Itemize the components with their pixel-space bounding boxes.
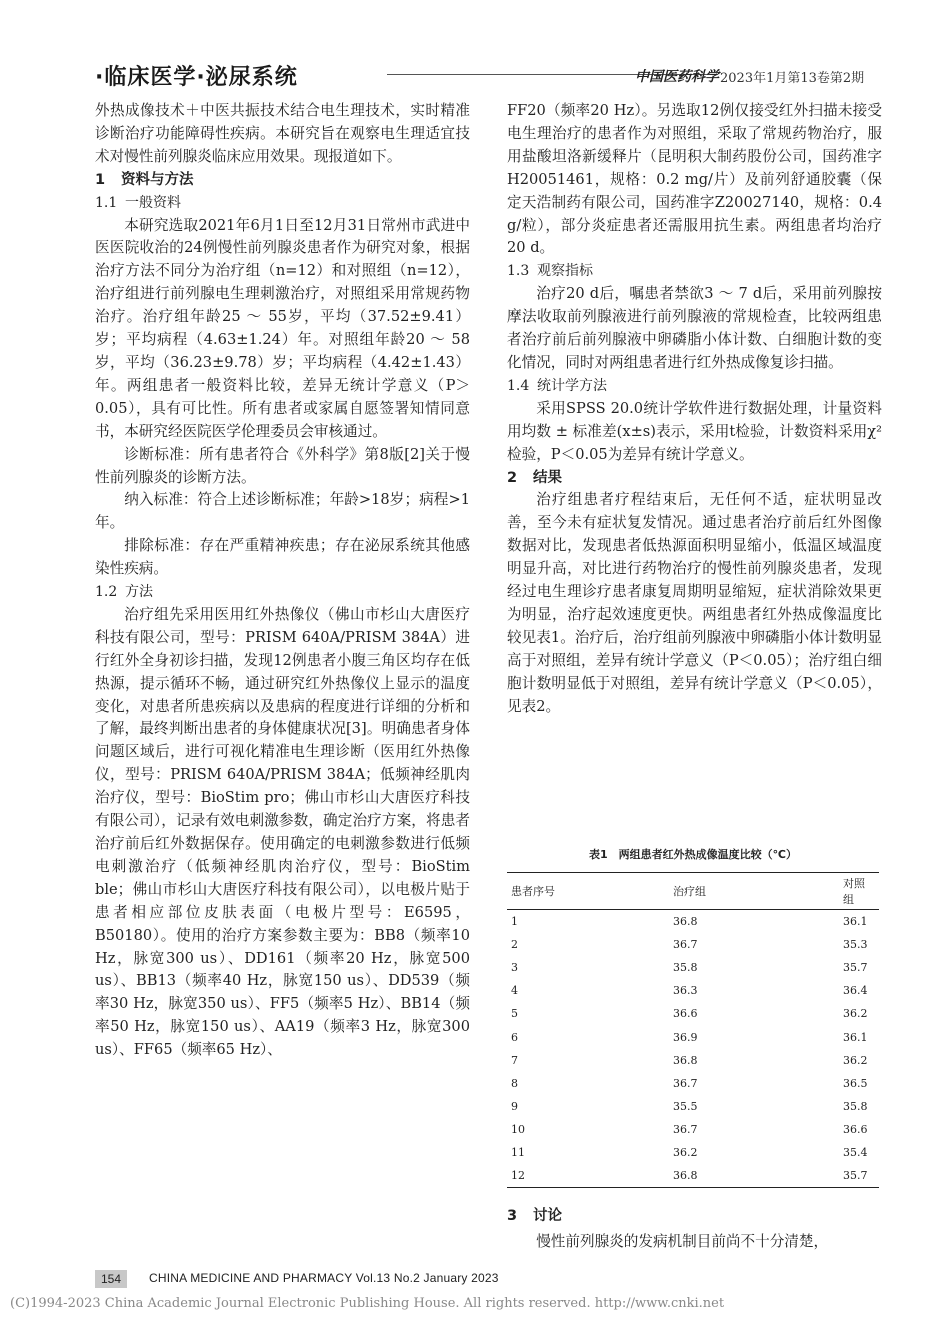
cell-patient: 5	[511, 1007, 518, 1021]
cell-control: 36.1	[843, 1030, 868, 1044]
temperature-table	[507, 872, 879, 1188]
heading-text: 观察指标	[537, 263, 593, 280]
table-row	[507, 933, 879, 956]
page-footer	[95, 1270, 885, 1290]
results-paragraph: 治疗组患者疗程结束后，无任何不适，症状明显改善，至今未有症状复发情况。通过患者治疗前后红外图像数据对比，发现患者低热源面积明显缩小，低温区域温度明显升高，对比进行药物治疗的慢性前列腺炎患者，发现经过电生理诊疗患者康复周期明显缩短，症状消除效果更为明显，治疗起效速度更快。两组患者红外热成像温度比较见表1。治疗后，治疗组前列腺液中卵磷脂小体计数明显高于对照组，差异有统计学意义（P＜0.05）；治疗组白细胞计数明显低于对照组，差异有统计学意义（P＜0.05），见表2。	[507, 491, 882, 715]
cell-treatment: 36.9	[673, 1030, 698, 1044]
cell-patient: 2	[511, 938, 518, 952]
table-1	[507, 846, 879, 1188]
table-row	[507, 1164, 879, 1188]
heading-number: 1	[95, 171, 106, 188]
cell-control: 36.2	[843, 1053, 868, 1067]
table-row	[507, 1025, 879, 1048]
cell-control: 36.1	[843, 915, 868, 929]
column-header-treatment: 治疗组	[645, 873, 807, 910]
method-paragraph: 治疗组先采用医用红外热像仪（佛山市杉山大唐医疗科技有限公司，型号：PRISM 640A/PRISM 384A）进行红外全身初诊扫描，发现12例患者小腹三角区均存在低热源，提示循环不畅，通过研究红外热像仪上显示的温度变化，对患者所患疾病以及患病的程度进行详细的分析和了解，最终判断出患者的身体健康状况[3]。明确患者身体问题区域后，进行可视化精准电生理诊断（医用红外热像仪，型号：PRISM 640A/PRISM 384A；低频神经肌肉治疗仪，型号：BioStim pro；佛山市杉山大唐医疗科技有限公司），记录有效电刺激参数，确定治疗方案，将患者治疗前后红外数据保存。使用确定的电刺激参数进行低频电刺激治疗（低频神经肌肉治疗仪，型号：BioStim ble；佛山市杉山大唐医疗科技有限公司），以电极片贴于患者相应部位皮肤表面（电极片型号：E6595，B50180）。使用的治疗方案参数主要为：BB8（频率10 Hz，脉宽300 us）、DD161（频率20 Hz，脉宽500 us）、BB13（频率40 Hz，脉宽150 us）、DD539（频率30 Hz，脉宽350 us）、FF5（频率5 Hz）、BB14（频率50 Hz，脉宽150 us）、AA19（频率3 Hz，脉宽300 us）、FF65（频率65 Hz）、	[95, 605, 470, 1059]
cell-patient: 6	[511, 1030, 518, 1044]
table-row	[507, 979, 879, 1002]
cell-treatment: 36.6	[673, 1007, 698, 1021]
table-row	[507, 1095, 879, 1118]
cell-control: 35.3	[843, 938, 868, 952]
table-row	[507, 1049, 879, 1072]
heading-text: 结果	[533, 469, 562, 486]
cell-control: 36.2	[843, 1007, 868, 1021]
column-header-patient: 患者序号	[507, 873, 645, 910]
copyright-watermark: (C)1994-2023 China Academic Journal Electronic Publishing House. All rights reserved. http://www.cnki.net	[10, 1296, 725, 1311]
observation-paragraph: 治疗20 d后，嘱患者禁欲3 ～ 7 d后，采用前列腺按摩法收取前列腺液进行前列腺液的常规检查，比较两组患者治疗前后前列腺液中卵磷脂小体计数、白细胞计数的变化情况，同时对两组患者进行红外热成像复诊扫描。	[507, 285, 882, 371]
right-column	[507, 100, 882, 718]
table-row	[507, 1002, 879, 1025]
heading-number: 1.3	[507, 263, 530, 280]
heading-number: 1.1	[95, 194, 118, 211]
table-row	[507, 1118, 879, 1141]
left-column	[95, 100, 470, 1062]
page-header	[95, 58, 885, 94]
heading-number: 2	[507, 469, 518, 486]
table-row	[507, 1072, 879, 1095]
heading-method	[95, 581, 470, 604]
footer-journal-info: CHINA MEDICINE AND PHARMACY Vol.13 No.2 January 2023	[149, 1271, 499, 1285]
heading-statistics	[507, 375, 882, 398]
heading-discussion	[507, 1203, 882, 1229]
page-number: 154	[95, 1270, 127, 1288]
cell-treatment: 36.8	[645, 1164, 807, 1188]
cell-patient: 4	[511, 984, 518, 998]
cell-treatment: 36.7	[673, 1076, 698, 1090]
inclusion-paragraph: 纳入标准：符合上述诊断标准；年龄>18岁；病程>1年。	[95, 491, 470, 532]
general-paragraph: 本研究选取2021年6月1日至12月31日常州市武进中医医院收治的24例慢性前列腺炎患者作为研究对象，根据治疗方法不同分为治疗组（n=12）和对照组（n=12），治疗组进行前列腺电生理刺激治疗，对照组采用常规药物治疗。治疗组年龄25 ～ 55岁，平均（37.52±9.41）岁；平均病程（4.63±1.24）年。对照组年龄20 ～ 58岁，平均（36.23±9.78）岁；平均病程（4.42±1.43）年。两组患者一般资料比较，差异无统计学意义（P＞0.05），具有可比性。所有患者或家属自愿签署知情同意书，本研究经医院医学伦理委员会审核通过。	[95, 216, 470, 440]
journal-logo: 中国医药科学	[635, 69, 719, 85]
heading-text: 统计学方法	[537, 377, 607, 394]
table-row	[507, 956, 879, 979]
statistics-paragraph: 采用SPSS 20.0统计学软件进行数据处理，计量资料用均数 ± 标准差(x±s)表示，采用t检验，计数资料采用χ²检验，P＜0.05为差异有统计学意义。	[507, 399, 882, 463]
cell-treatment: 36.7	[673, 1122, 698, 1136]
discussion-section	[507, 1203, 882, 1255]
cell-treatment: 36.8	[673, 915, 698, 929]
cell-control: 36.4	[843, 984, 868, 998]
discussion-paragraph: 慢性前列腺炎的发病机制目前尚不十分清楚，	[536, 1233, 829, 1250]
cell-treatment: 36.7	[673, 938, 698, 952]
cell-treatment: 36.2	[673, 1145, 698, 1159]
heading-text: 资料与方法	[121, 171, 194, 188]
cell-control: 35.7	[807, 1164, 879, 1188]
cell-control: 36.5	[843, 1076, 868, 1090]
cell-patient: 7	[511, 1053, 518, 1067]
cell-control: 36.6	[843, 1122, 868, 1136]
cell-treatment: 35.8	[673, 961, 698, 975]
cell-patient: 9	[511, 1099, 518, 1113]
cell-patient: 1	[511, 915, 518, 929]
cell-treatment: 36.8	[673, 1053, 698, 1067]
method-continued-paragraph: FF20（频率20 Hz）。另选取12例仅接受红外扫描未接受电生理治疗的患者作为对照组，采取了常规药物治疗，服用盐酸坦洛新缓释片（昆明积大制药股份公司，国药准字H20051461，规格：0.2 mg/片）及前列舒通胶囊（保定天浩制药有限公司，国药准字Z20027140，规格：0.4 g/粒），部分炎症患者还需服用抗生素。两组患者均治疗20 d。	[507, 102, 882, 257]
heading-general	[95, 192, 470, 215]
exclusion-paragraph: 排除标准：存在严重精神疾患；存在泌尿系统其他感染性疾病。	[95, 537, 470, 578]
table-row	[507, 1141, 879, 1164]
diagnosis-paragraph: 诊断标准：所有患者符合《外科学》第8版[2]关于慢性前列腺炎的诊断方法。	[95, 445, 470, 486]
section-title: ·临床医学·泌尿系统	[95, 65, 298, 90]
intro-paragraph: 外热成像技术＋中医共振技术结合电生理技术，实时精准诊断治疗功能障碍性疾病。本研究旨在观察电生理适宜技术对慢性前列腺炎临床应用效果。现报道如下。	[95, 102, 470, 165]
cell-control: 35.4	[843, 1145, 868, 1159]
cell-control: 35.8	[843, 1099, 868, 1113]
heading-number: 1.2	[95, 584, 118, 601]
cell-patient: 8	[511, 1076, 518, 1090]
table-caption: 表1 两组患者红外热成像温度比较（℃）	[589, 848, 797, 861]
heading-text: 方法	[125, 584, 153, 601]
heading-number: 1.4	[507, 377, 530, 394]
cell-control: 35.7	[843, 961, 868, 975]
heading-number: 3	[507, 1208, 518, 1224]
cell-patient: 3	[511, 961, 518, 975]
issue-info: 2023年1月第13卷第2期	[720, 71, 865, 86]
heading-observation	[507, 260, 882, 283]
column-header-control: 对照组	[807, 873, 879, 910]
cell-patient: 12	[507, 1164, 645, 1188]
heading-text: 讨论	[533, 1208, 562, 1224]
heading-results	[507, 467, 882, 490]
heading-text: 一般资料	[125, 194, 181, 211]
heading-methods	[95, 169, 470, 192]
cell-treatment: 35.5	[673, 1099, 698, 1113]
cell-patient: 10	[511, 1122, 525, 1136]
table-row	[507, 910, 879, 934]
cell-treatment: 36.3	[673, 984, 698, 998]
cell-patient: 11	[511, 1145, 525, 1159]
